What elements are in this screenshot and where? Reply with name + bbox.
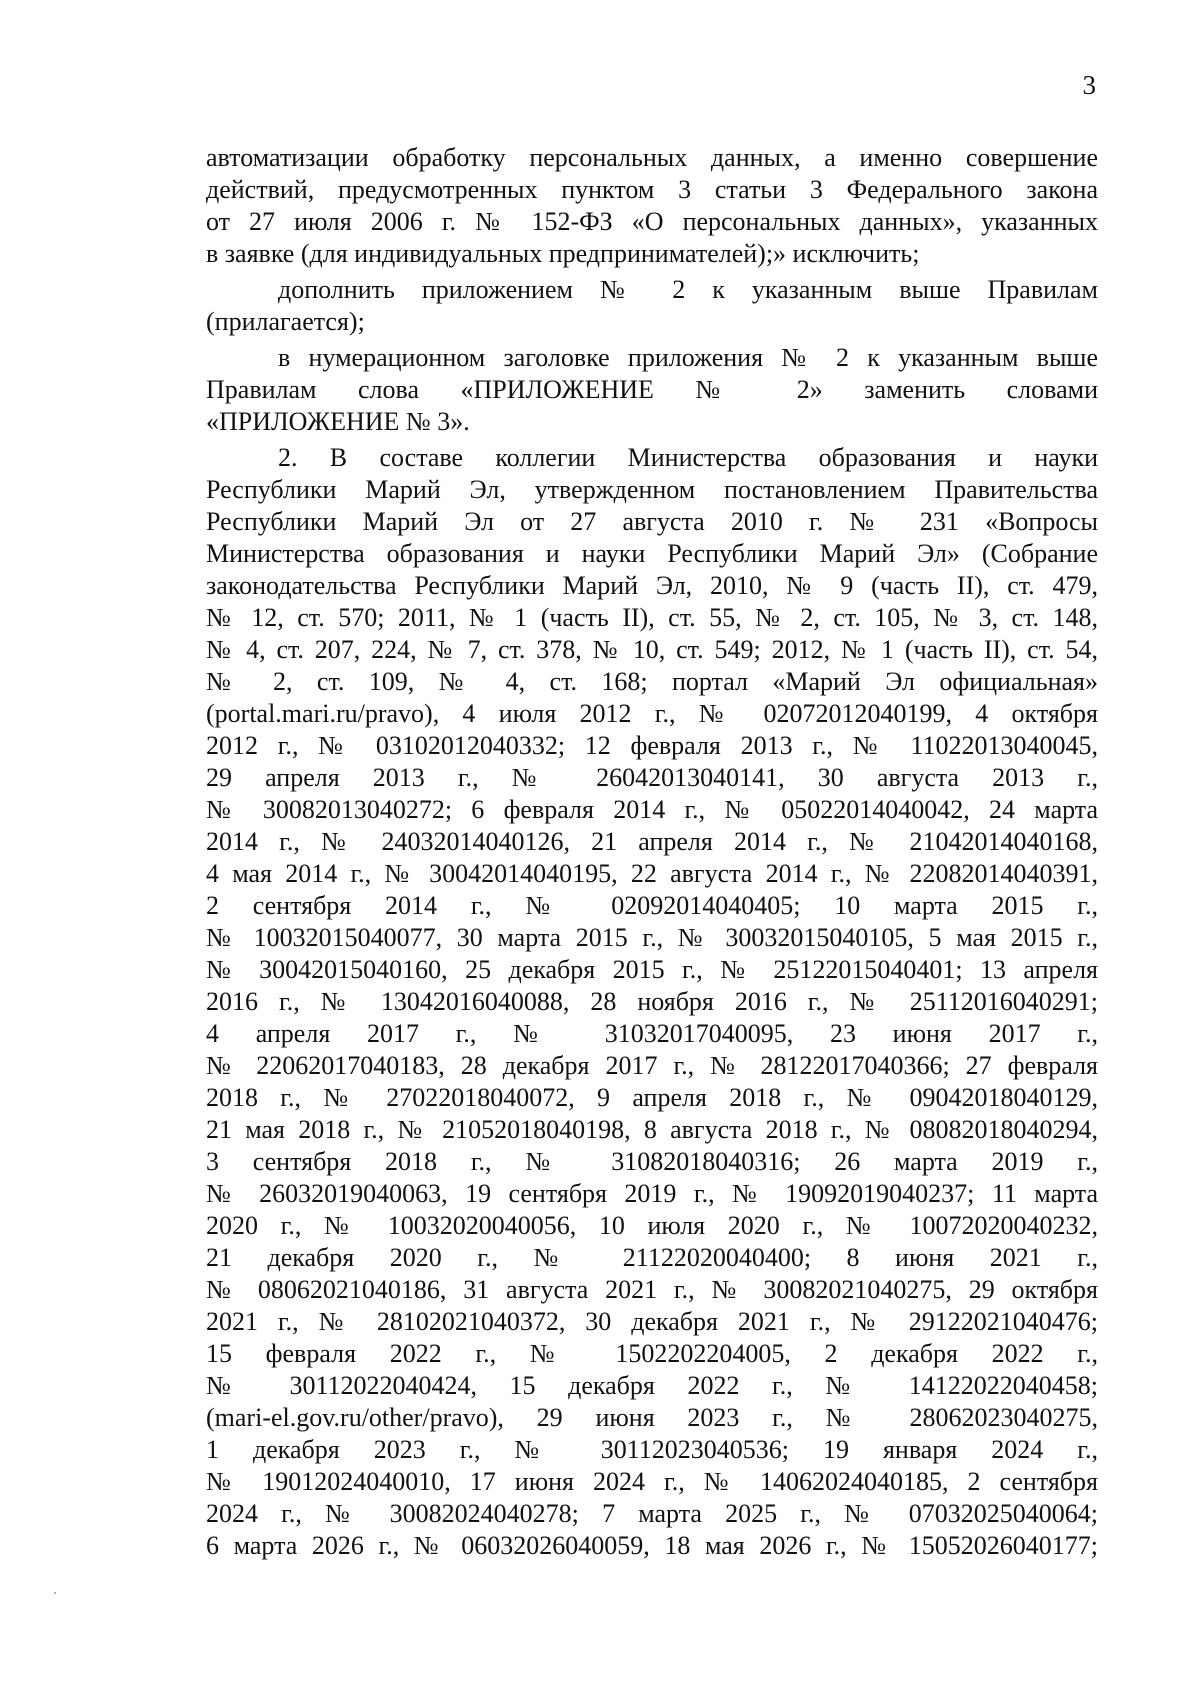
text-line: 1 декабря 2023 г., № 30112023040536; 19 января 2024 г., [206, 1435, 1098, 1464]
text-line: 6 марта 2026 г., № 06032026040059, 18 мая 2026 г., № 15052026040177; [206, 1531, 1098, 1560]
text-line: 2021 г., № 28102021040372, 30 декабря 2021 г., № 29122021040476; [206, 1307, 1098, 1336]
document-body [206, 142, 1098, 1598]
text-line: 2024 г., № 30082024040278; 7 марта 2025 г., № 07032025040064; [206, 1499, 1098, 1528]
text-line: (прилагается); [206, 307, 365, 336]
text-line: законодательства Республики Марий Эл, 2010, № 9 (часть II), ст. 479, [206, 571, 1098, 600]
text-line: Республики Марий Эл, утвержденном постановлением Правительства [206, 475, 1098, 504]
text-line: № 10032015040077, 30 марта 2015 г., № 30032015040105, 5 мая 2015 г., [206, 923, 1098, 952]
text-line: № 26032019040063, 19 сентября 2019 г., № 19092019040237; 11 марта [206, 1179, 1098, 1208]
text-line: от 27 июля 2006 г. № 152-ФЗ «О персональных данных», указанных [206, 207, 1098, 236]
text-line: в нумерационном заголовке приложения № 2 к указанным выше [278, 343, 1098, 372]
text-line: Республики Марий Эл от 27 августа 2010 г. № 231 «Вопросы [206, 507, 1098, 536]
text-line: 2 сентября 2014 г., № 02092014040405; 10 марта 2015 г., [206, 891, 1098, 920]
paragraph-heading-replace [206, 342, 1098, 438]
text-line: № 08062021040186, 31 августа 2021 г., № 30082021040275, 29 октября [206, 1275, 1098, 1304]
text-line: (mari-el.gov.ru/other/pravo), 29 июня 2023 г., № 28062023040275, [206, 1403, 1098, 1432]
scan-speck [54, 1592, 56, 1594]
text-line: 2018 г., № 27022018040072, 9 апреля 2018 г., № 09042018040129, [206, 1083, 1098, 1112]
text-line: действий, предусмотренных пунктом 3 статьи 3 Федерального закона [206, 175, 1098, 204]
page-number: 3 [1082, 70, 1096, 100]
text-line: Правилам слова «ПРИЛОЖЕНИЕ № 2» заменить словами [206, 375, 1098, 404]
text-line: 2016 г., № 13042016040088, 28 ноября 2016 г., № 25112016040291; [206, 987, 1098, 1016]
text-line: № 12, ст. 570; 2011, № 1 (часть II), ст. 55, № 2, ст. 105, № 3, ст. 148, [206, 603, 1098, 632]
text-line: № 30042015040160, 25 декабря 2015 г., № 25122015040401; 13 апреля [206, 955, 1098, 984]
text-line: № 4, ст. 207, 224, № 7, ст. 378, № 10, ст. 549; 2012, № 1 (часть II), ст. 54, [206, 635, 1098, 664]
paragraph-add-appendix [206, 274, 1098, 338]
text-line: № 30112022040424, 15 декабря 2022 г., № 14122022040458; [206, 1371, 1098, 1400]
text-line: автоматизации обработку персональных данных, а именно совершение [206, 143, 1098, 172]
paragraph-section-2 [206, 442, 1098, 1594]
text-line: № 2, ст. 109, № 4, ст. 168; портал «Марий Эл официальная» [206, 667, 1098, 696]
text-line: 2. В составе коллегии Министерства образования и науки [278, 443, 1098, 472]
text-line: № 22062017040183, 28 декабря 2017 г., № 28122017040366; 27 февраля [206, 1051, 1098, 1080]
text-line: 2014 г., № 24032014040126, 21 апреля 2014 г., № 21042014040168, [206, 827, 1098, 856]
text-line [206, 1562, 1098, 1594]
text-line: № 19012024040010, 17 июня 2024 г., № 14062024040185, 2 сентября [206, 1467, 1098, 1496]
text-line: 29 апреля 2013 г., № 26042013040141, 30 августа 2013 г., [206, 763, 1098, 792]
paragraph-continuation [206, 142, 1098, 270]
text-line: 21 мая 2018 г., № 21052018040198, 8 августа 2018 г., № 08082018040294, [206, 1115, 1098, 1144]
text-line: 3 сентября 2018 г., № 31082018040316; 26 марта 2019 г., [206, 1147, 1098, 1176]
text-line: 2020 г., № 10032020040056, 10 июля 2020 г., № 10072020040232, [206, 1211, 1098, 1240]
text-line: «ПРИЛОЖЕНИЕ № 3». [206, 407, 470, 436]
text-line: 15 февраля 2022 г., № 1502202204005, 2 декабря 2022 г., [206, 1339, 1098, 1368]
text-line: в заявке (для индивидуальных предпринимателей);» исключить; [206, 239, 920, 268]
text-line: 4 мая 2014 г., № 30042014040195, 22 августа 2014 г., № 22082014040391, [206, 859, 1098, 888]
text-line: дополнить приложением № 2 к указанным выше Правилам [278, 275, 1098, 304]
text-line: 4 апреля 2017 г., № 31032017040095, 23 июня 2017 г., [206, 1019, 1098, 1048]
text-line: (portal.mari.ru/pravo), 4 июля 2012 г., № 02072012040199, 4 октября [206, 699, 1098, 728]
text-line: Министерства образования и науки Республики Марий Эл» (Собрание [206, 539, 1098, 568]
text-line: 2012 г., № 03102012040332; 12 февраля 2013 г., № 11022013040045, [206, 731, 1098, 760]
text-line: № 30082013040272; 6 февраля 2014 г., № 05022014040042, 24 марта [206, 795, 1098, 824]
text-line: 21 декабря 2020 г., № 21122020040400; 8 июня 2021 г., [206, 1243, 1098, 1272]
